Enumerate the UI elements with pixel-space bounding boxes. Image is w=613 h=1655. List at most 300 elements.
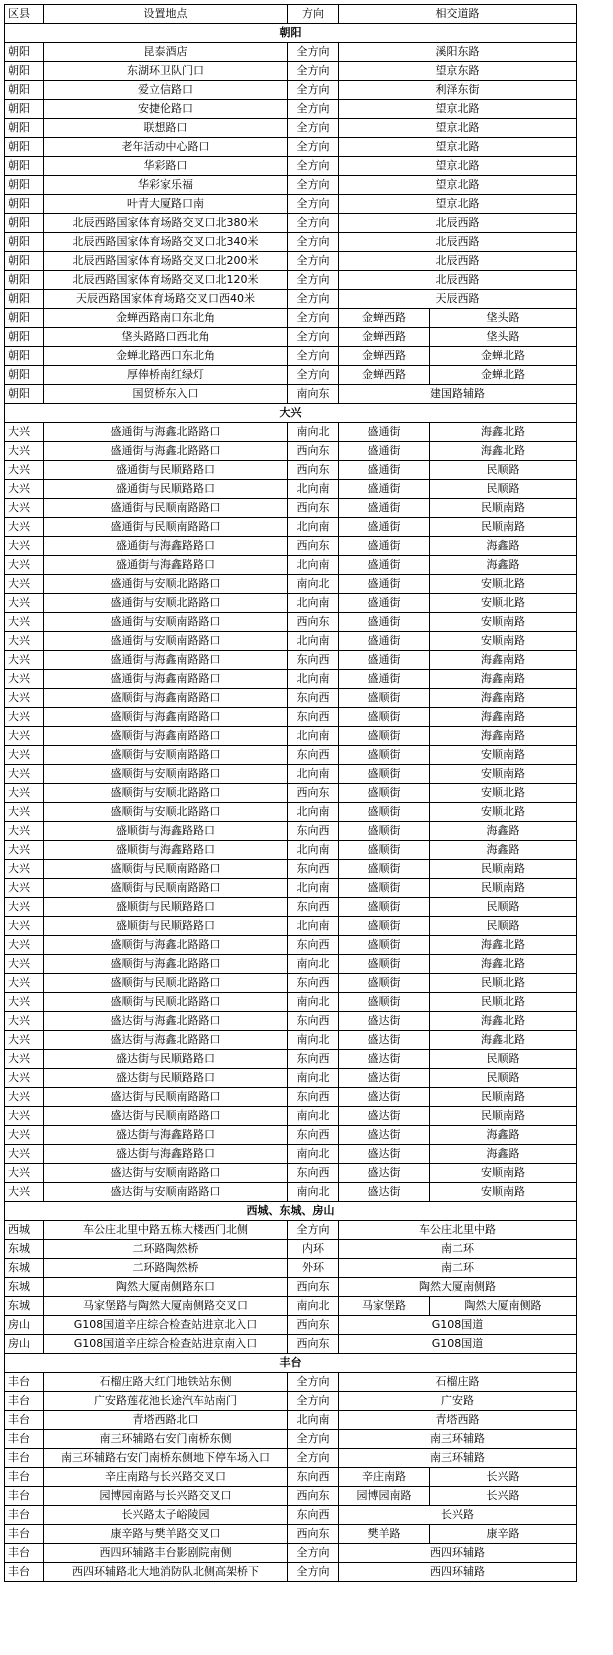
road-cell-primary: 盛通街 <box>339 594 430 613</box>
road-cell-secondary: 海鑫南路 <box>430 727 577 746</box>
table-row <box>5 1012 577 1031</box>
road-cell-primary: 马家堡路 <box>339 1297 430 1316</box>
section-row <box>5 1354 577 1373</box>
road-cell: 北辰西路 <box>339 271 577 290</box>
road-cell: 望京北路 <box>339 100 577 119</box>
direction-cell: 全方向 <box>288 43 339 62</box>
location-cell: 盛顺街与安顺北路路口 <box>44 803 288 822</box>
district-cell: 大兴 <box>5 689 44 708</box>
header-row <box>5 5 577 24</box>
table-row <box>5 1449 577 1468</box>
location-cell: 盛通街与民顺路路口 <box>44 461 288 480</box>
road-cell: 望京北路 <box>339 119 577 138</box>
district-cell: 大兴 <box>5 670 44 689</box>
direction-cell: 东向西 <box>288 1164 339 1183</box>
table-row <box>5 290 577 309</box>
direction-cell: 北向南 <box>288 518 339 537</box>
road-cell-secondary: 安顺北路 <box>430 594 577 613</box>
road-cell: 西四环辅路 <box>339 1563 577 1582</box>
road-cell-secondary: 海鑫路 <box>430 556 577 575</box>
location-cell: 盛达街与海鑫路路口 <box>44 1145 288 1164</box>
table-row <box>5 366 577 385</box>
location-cell: 盛通街与海鑫路路口 <box>44 556 288 575</box>
location-cell: 叶青大厦路口南 <box>44 195 288 214</box>
table-row <box>5 936 577 955</box>
table-row <box>5 157 577 176</box>
road-cell-secondary: 海鑫北路 <box>430 936 577 955</box>
district-cell: 大兴 <box>5 499 44 518</box>
district-cell: 大兴 <box>5 1050 44 1069</box>
direction-cell: 全方向 <box>288 81 339 100</box>
road-cell-primary: 盛达街 <box>339 1050 430 1069</box>
district-cell: 大兴 <box>5 651 44 670</box>
location-cell: 北辰西路国家体育场路交叉口北200米 <box>44 252 288 271</box>
road-cell-primary: 盛通街 <box>339 537 430 556</box>
table-row <box>5 1145 577 1164</box>
district-cell: 丰台 <box>5 1392 44 1411</box>
road-cell-primary: 盛达街 <box>339 1107 430 1126</box>
direction-cell: 北向南 <box>288 632 339 651</box>
road-cell: 利泽东街 <box>339 81 577 100</box>
district-cell: 丰台 <box>5 1487 44 1506</box>
location-cell: 盛通街与民顺南路路口 <box>44 518 288 537</box>
district-cell: 大兴 <box>5 594 44 613</box>
district-cell: 大兴 <box>5 974 44 993</box>
road-cell-primary: 盛通街 <box>339 480 430 499</box>
location-cell: 石榴庄路大红门地铁站东侧 <box>44 1373 288 1392</box>
table-row <box>5 1126 577 1145</box>
section-title: 丰台 <box>5 1354 577 1373</box>
table-row <box>5 81 577 100</box>
location-cell: 华彩路口 <box>44 157 288 176</box>
table-row <box>5 1297 577 1316</box>
road-cell-primary: 盛顺街 <box>339 784 430 803</box>
district-cell: 大兴 <box>5 917 44 936</box>
road-cell-primary: 盛顺街 <box>339 898 430 917</box>
table-row <box>5 176 577 195</box>
district-cell: 房山 <box>5 1335 44 1354</box>
road-cell-secondary: 民顺北路 <box>430 974 577 993</box>
table-row <box>5 1411 577 1430</box>
direction-cell: 全方向 <box>288 347 339 366</box>
location-cell: 园博园南路与长兴路交叉口 <box>44 1487 288 1506</box>
district-cell: 丰台 <box>5 1449 44 1468</box>
direction-cell: 北向南 <box>288 841 339 860</box>
section-title: 西城、东城、房山 <box>5 1202 577 1221</box>
table-row <box>5 1088 577 1107</box>
header-road: 相交道路 <box>339 5 577 24</box>
table-row <box>5 556 577 575</box>
district-cell: 朝阳 <box>5 385 44 404</box>
road-cell-secondary: 民顺南路 <box>430 879 577 898</box>
location-cell: 老年活动中心路口 <box>44 138 288 157</box>
table-row <box>5 518 577 537</box>
direction-cell: 西向东 <box>288 1278 339 1297</box>
road-cell-secondary: 民顺南路 <box>430 860 577 879</box>
district-cell: 朝阳 <box>5 233 44 252</box>
table-row <box>5 480 577 499</box>
table-row <box>5 651 577 670</box>
location-cell: 盛顺街与海鑫南路路口 <box>44 708 288 727</box>
road-cell: 望京北路 <box>339 176 577 195</box>
district-cell: 东城 <box>5 1297 44 1316</box>
road-cell-secondary: 安顺南路 <box>430 765 577 784</box>
district-cell: 大兴 <box>5 575 44 594</box>
district-cell: 朝阳 <box>5 328 44 347</box>
location-cell: 盛顺街与安顺南路路口 <box>44 746 288 765</box>
direction-cell: 西向东 <box>288 1335 339 1354</box>
location-cell: 二环路陶然桥 <box>44 1240 288 1259</box>
district-cell: 朝阳 <box>5 100 44 119</box>
road-cell-primary: 盛顺街 <box>339 708 430 727</box>
road-cell-secondary: 安顺南路 <box>430 1183 577 1202</box>
direction-cell: 全方向 <box>288 119 339 138</box>
location-cell: 车公庄北里中路五栋大楼西门北侧 <box>44 1221 288 1240</box>
road-cell-secondary: 海鑫南路 <box>430 689 577 708</box>
road-cell-primary: 盛通街 <box>339 461 430 480</box>
road-cell-primary: 盛达街 <box>339 1126 430 1145</box>
district-cell: 丰台 <box>5 1525 44 1544</box>
table-row <box>5 1240 577 1259</box>
section-title: 朝阳 <box>5 24 577 43</box>
table-row <box>5 309 577 328</box>
location-cell: 盛顺街与安顺北路路口 <box>44 784 288 803</box>
table-row <box>5 1563 577 1582</box>
road-cell-primary: 盛达街 <box>339 1031 430 1050</box>
road-cell-secondary: 海鑫路 <box>430 1145 577 1164</box>
location-cell: 盛达街与民顺路路口 <box>44 1050 288 1069</box>
table-row <box>5 100 577 119</box>
road-cell: 北辰西路 <box>339 233 577 252</box>
location-cell: 爱立信路口 <box>44 81 288 100</box>
road-cell: 天辰西路 <box>339 290 577 309</box>
district-cell: 大兴 <box>5 898 44 917</box>
district-cell: 朝阳 <box>5 309 44 328</box>
road-cell-primary: 盛通街 <box>339 423 430 442</box>
road-cell-primary: 盛达街 <box>339 1012 430 1031</box>
location-cell: 南三环辅路右安门南桥东侧地下停车场入口 <box>44 1449 288 1468</box>
district-cell: 大兴 <box>5 784 44 803</box>
direction-cell: 东向西 <box>288 936 339 955</box>
road-cell: 长兴路 <box>339 1506 577 1525</box>
table-row <box>5 499 577 518</box>
road-cell: 南三环辅路 <box>339 1449 577 1468</box>
location-cell: 北辰西路国家体育场路交叉口北120米 <box>44 271 288 290</box>
road-cell-secondary: 海鑫北路 <box>430 1031 577 1050</box>
direction-cell: 全方向 <box>288 252 339 271</box>
location-cell: 安捷伦路口 <box>44 100 288 119</box>
road-cell-secondary: 海鑫路 <box>430 822 577 841</box>
district-cell: 东城 <box>5 1278 44 1297</box>
location-cell: 天辰西路国家体育场路交叉口西40米 <box>44 290 288 309</box>
direction-cell: 全方向 <box>288 157 339 176</box>
district-cell: 大兴 <box>5 708 44 727</box>
direction-cell: 北向南 <box>288 670 339 689</box>
location-cell: 盛通街与安顺北路路口 <box>44 594 288 613</box>
district-cell: 大兴 <box>5 518 44 537</box>
road-cell-secondary: 康辛路 <box>430 1525 577 1544</box>
road-cell-primary: 盛顺街 <box>339 803 430 822</box>
road-cell: 望京北路 <box>339 157 577 176</box>
district-cell: 丰台 <box>5 1563 44 1582</box>
table-row <box>5 784 577 803</box>
road-cell-primary: 盛通街 <box>339 518 430 537</box>
direction-cell: 北向南 <box>288 594 339 613</box>
table-row <box>5 746 577 765</box>
location-cell: 盛通街与海鑫北路路口 <box>44 423 288 442</box>
road-cell-primary: 盛通街 <box>339 613 430 632</box>
district-cell: 大兴 <box>5 1069 44 1088</box>
table-row <box>5 1430 577 1449</box>
table-row <box>5 1259 577 1278</box>
table-row <box>5 1107 577 1126</box>
location-cell: 南三环辅路右安门南桥东侧 <box>44 1430 288 1449</box>
road-cell-primary: 盛达街 <box>339 1069 430 1088</box>
table-row <box>5 1221 577 1240</box>
district-cell: 朝阳 <box>5 62 44 81</box>
table-row <box>5 575 577 594</box>
location-cell: 垡头路路口西北角 <box>44 328 288 347</box>
road-cell-primary: 盛达街 <box>339 1145 430 1164</box>
table-row <box>5 442 577 461</box>
direction-cell: 东向西 <box>288 822 339 841</box>
direction-cell: 西向东 <box>288 1487 339 1506</box>
location-cell: 金蝉北路西口东北角 <box>44 347 288 366</box>
table-row <box>5 917 577 936</box>
direction-cell: 南向东 <box>288 385 339 404</box>
road-cell-secondary: 海鑫南路 <box>430 670 577 689</box>
road-table <box>4 4 577 1582</box>
road-cell-secondary: 海鑫南路 <box>430 708 577 727</box>
table-row <box>5 898 577 917</box>
direction-cell: 全方向 <box>288 1449 339 1468</box>
district-cell: 朝阳 <box>5 214 44 233</box>
district-cell: 朝阳 <box>5 81 44 100</box>
table-row <box>5 138 577 157</box>
table-row <box>5 594 577 613</box>
direction-cell: 西向东 <box>288 1316 339 1335</box>
table-row <box>5 1468 577 1487</box>
district-cell: 大兴 <box>5 822 44 841</box>
location-cell: 盛通街与民顺路路口 <box>44 480 288 499</box>
road-cell-primary: 盛达街 <box>339 1088 430 1107</box>
road-cell: 望京北路 <box>339 138 577 157</box>
road-cell-primary: 盛顺街 <box>339 860 430 879</box>
location-cell: 联想路口 <box>44 119 288 138</box>
location-cell: 国贸桥东入口 <box>44 385 288 404</box>
location-cell: 盛顺街与民顺路路口 <box>44 917 288 936</box>
road-cell: 望京北路 <box>339 195 577 214</box>
direction-cell: 内环 <box>288 1240 339 1259</box>
direction-cell: 南向北 <box>288 955 339 974</box>
road-cell-secondary: 海鑫北路 <box>430 955 577 974</box>
location-cell: 盛通街与海鑫南路路口 <box>44 651 288 670</box>
district-cell: 大兴 <box>5 746 44 765</box>
location-cell: 盛通街与安顺南路路口 <box>44 632 288 651</box>
road-cell-secondary: 海鑫南路 <box>430 651 577 670</box>
location-cell: 盛顺街与海鑫南路路口 <box>44 689 288 708</box>
location-cell: 辛庄南路与长兴路交叉口 <box>44 1468 288 1487</box>
table-row <box>5 195 577 214</box>
district-cell: 大兴 <box>5 727 44 746</box>
road-cell-secondary: 民顺路 <box>430 461 577 480</box>
table-row <box>5 328 577 347</box>
road-cell-primary: 盛顺街 <box>339 727 430 746</box>
location-cell: 盛顺街与海鑫南路路口 <box>44 727 288 746</box>
road-cell-primary: 盛顺街 <box>339 955 430 974</box>
district-cell: 大兴 <box>5 860 44 879</box>
table-row <box>5 1373 577 1392</box>
road-cell-secondary: 民顺路 <box>430 1050 577 1069</box>
direction-cell: 全方向 <box>288 176 339 195</box>
direction-cell: 全方向 <box>288 138 339 157</box>
table-row <box>5 632 577 651</box>
road-cell-primary: 盛顺街 <box>339 936 430 955</box>
table-row <box>5 1506 577 1525</box>
road-cell-secondary: 民顺北路 <box>430 993 577 1012</box>
direction-cell: 全方向 <box>288 1392 339 1411</box>
direction-cell: 西向东 <box>288 784 339 803</box>
road-cell-primary: 盛通街 <box>339 499 430 518</box>
road-cell-secondary: 金蝉北路 <box>430 347 577 366</box>
table-row <box>5 803 577 822</box>
location-cell: 盛顺街与民顺北路路口 <box>44 993 288 1012</box>
location-cell: 金蝉西路南口东北角 <box>44 309 288 328</box>
district-cell: 大兴 <box>5 1164 44 1183</box>
direction-cell: 西向东 <box>288 499 339 518</box>
location-cell: 盛顺街与民顺南路路口 <box>44 879 288 898</box>
road-cell-primary: 盛顺街 <box>339 993 430 1012</box>
district-cell: 大兴 <box>5 1088 44 1107</box>
location-cell: G108国道辛庄综合检查站进京南入口 <box>44 1335 288 1354</box>
district-cell: 大兴 <box>5 461 44 480</box>
direction-cell: 东向西 <box>288 746 339 765</box>
location-cell: 盛达街与海鑫北路路口 <box>44 1031 288 1050</box>
district-cell: 大兴 <box>5 803 44 822</box>
direction-cell: 北向南 <box>288 480 339 499</box>
location-cell: 盛顺街与民顺北路路口 <box>44 974 288 993</box>
header-district: 区县 <box>5 5 44 24</box>
road-cell-primary: 金蝉西路 <box>339 366 430 385</box>
table-row <box>5 955 577 974</box>
road-cell-secondary: 垡头路 <box>430 328 577 347</box>
direction-cell: 全方向 <box>288 62 339 81</box>
table-row <box>5 1069 577 1088</box>
direction-cell: 西向东 <box>288 1525 339 1544</box>
road-cell-secondary: 民顺路 <box>430 898 577 917</box>
district-cell: 朝阳 <box>5 252 44 271</box>
road-cell-primary: 盛顺街 <box>339 841 430 860</box>
district-cell: 丰台 <box>5 1411 44 1430</box>
table-row <box>5 708 577 727</box>
direction-cell: 北向南 <box>288 727 339 746</box>
direction-cell: 北向南 <box>288 765 339 784</box>
table-row <box>5 214 577 233</box>
direction-cell: 南向北 <box>288 1297 339 1316</box>
direction-cell: 南向北 <box>288 575 339 594</box>
road-cell-secondary: 海鑫北路 <box>430 442 577 461</box>
direction-cell: 全方向 <box>288 1563 339 1582</box>
location-cell: 盛通街与海鑫南路路口 <box>44 670 288 689</box>
road-cell-secondary: 海鑫路 <box>430 841 577 860</box>
location-cell: 盛顺街与安顺南路路口 <box>44 765 288 784</box>
table-row <box>5 385 577 404</box>
section-row <box>5 404 577 423</box>
table-row <box>5 1278 577 1297</box>
table-row <box>5 822 577 841</box>
district-cell: 大兴 <box>5 632 44 651</box>
direction-cell: 东向西 <box>288 1468 339 1487</box>
district-cell: 大兴 <box>5 1183 44 1202</box>
direction-cell: 东向西 <box>288 1012 339 1031</box>
direction-cell: 全方向 <box>288 1221 339 1240</box>
district-cell: 大兴 <box>5 423 44 442</box>
road-cell-secondary: 长兴路 <box>430 1468 577 1487</box>
direction-cell: 北向南 <box>288 1411 339 1430</box>
table-row <box>5 252 577 271</box>
district-cell: 大兴 <box>5 480 44 499</box>
table-row <box>5 1183 577 1202</box>
district-cell: 朝阳 <box>5 290 44 309</box>
location-cell: 盛通街与海鑫路路口 <box>44 537 288 556</box>
district-cell: 朝阳 <box>5 271 44 290</box>
road-cell-secondary: 安顺南路 <box>430 632 577 651</box>
road-cell-primary: 金蝉西路 <box>339 328 430 347</box>
road-cell: 南二环 <box>339 1240 577 1259</box>
location-cell: 盛通街与安顺北路路口 <box>44 575 288 594</box>
district-cell: 大兴 <box>5 993 44 1012</box>
road-cell-secondary: 安顺南路 <box>430 1164 577 1183</box>
road-cell-secondary: 民顺路 <box>430 1069 577 1088</box>
section-row <box>5 24 577 43</box>
road-cell-secondary: 民顺南路 <box>430 1088 577 1107</box>
direction-cell: 东向西 <box>288 1088 339 1107</box>
table-row <box>5 233 577 252</box>
road-cell-primary: 园博园南路 <box>339 1487 430 1506</box>
road-cell-secondary: 安顺南路 <box>430 613 577 632</box>
direction-cell: 东向西 <box>288 1050 339 1069</box>
district-cell: 朝阳 <box>5 43 44 62</box>
direction-cell: 全方向 <box>288 233 339 252</box>
table-row <box>5 1525 577 1544</box>
road-cell-primary: 盛通街 <box>339 670 430 689</box>
direction-cell: 全方向 <box>288 328 339 347</box>
district-cell: 大兴 <box>5 765 44 784</box>
road-cell-primary: 辛庄南路 <box>339 1468 430 1487</box>
district-cell: 东城 <box>5 1240 44 1259</box>
table-row <box>5 423 577 442</box>
table-row <box>5 765 577 784</box>
table-row <box>5 670 577 689</box>
direction-cell: 北向南 <box>288 556 339 575</box>
road-cell-secondary: 安顺北路 <box>430 575 577 594</box>
direction-cell: 全方向 <box>288 100 339 119</box>
location-cell: 盛顺街与海鑫北路路口 <box>44 955 288 974</box>
table-row <box>5 860 577 879</box>
direction-cell: 全方向 <box>288 214 339 233</box>
district-cell: 朝阳 <box>5 119 44 138</box>
district-cell: 朝阳 <box>5 195 44 214</box>
road-cell: 建国路辅路 <box>339 385 577 404</box>
table-row <box>5 1392 577 1411</box>
direction-cell: 东向西 <box>288 860 339 879</box>
road-cell-secondary: 海鑫路 <box>430 537 577 556</box>
location-cell: 盛达街与民顺路路口 <box>44 1069 288 1088</box>
location-cell: 盛通街与安顺南路路口 <box>44 613 288 632</box>
location-cell: 康辛路与樊羊路交叉口 <box>44 1525 288 1544</box>
district-cell: 丰台 <box>5 1430 44 1449</box>
section-row <box>5 1202 577 1221</box>
